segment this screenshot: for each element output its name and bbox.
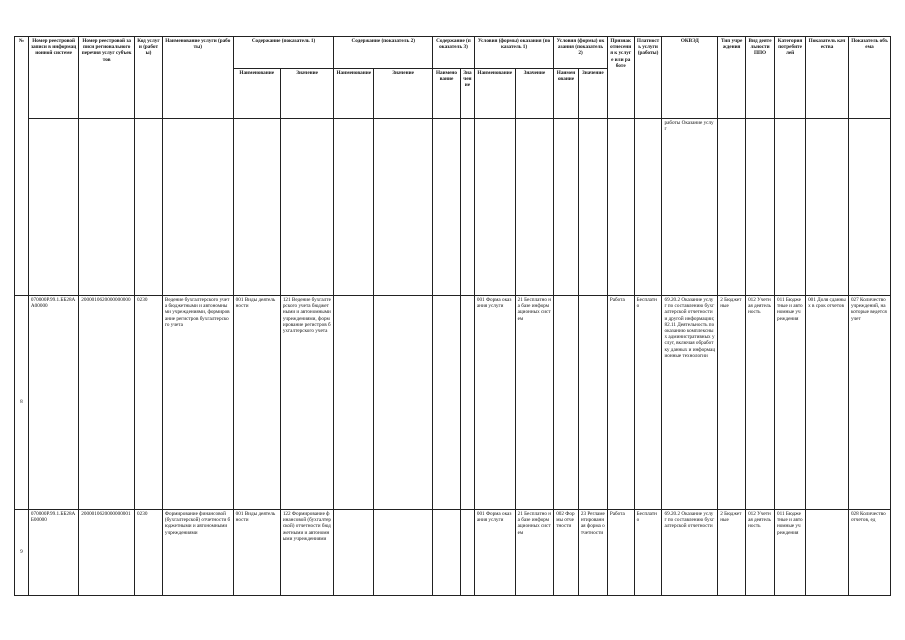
col-institution-type-header: Тип учреждения <box>718 37 746 119</box>
row-consumer-category: 011 Бюджетные и автономные учреждения <box>775 296 806 510</box>
row-cond2-name: 002 Формы отчетности <box>554 510 579 596</box>
header-row-1 <box>15 37 891 69</box>
cont-cell <box>775 119 806 296</box>
cond1-value-subheader: Значение <box>515 69 554 119</box>
table-row <box>15 510 891 596</box>
col-content2-header: Содержание (показатель 2) <box>334 37 433 69</box>
row-cond2-value: 23 Регламентированная форма отчетности <box>578 510 607 596</box>
row-activity-type: 012 Учетная деятельность <box>746 510 775 596</box>
col-service-code-header: Код услуги (работы) <box>135 37 163 119</box>
cont-cell <box>634 119 662 296</box>
cont-cell <box>162 119 233 296</box>
col-quality-indicators-header: Показатель качества <box>806 37 849 119</box>
cont-cell <box>460 119 474 296</box>
col-okved-header: ОКВЭД <box>662 37 718 119</box>
row-volume-indicators: 028 Количество отчетов, ед <box>848 510 890 596</box>
cont-cell <box>433 119 461 296</box>
row-content1-value: 121 Ведение бухгалтерского учета бюджетными и автономными учреждениями, формирование регистров бухгалтерского учета <box>280 296 334 510</box>
content1-name-subheader: Наименование <box>233 69 280 119</box>
cont-okved-tail: работы Оказание услуг <box>662 119 718 296</box>
cont-cell <box>848 119 890 296</box>
row-reg-number: 070000Р.99.1.ББ28АБ00000 <box>28 510 78 596</box>
row-service-attr: Работа <box>607 296 634 510</box>
content1-value-subheader: Значение <box>280 69 334 119</box>
cont-cell <box>718 119 746 296</box>
row-cond1-value: 21 Бесплатно на базе информационных систем <box>515 510 554 596</box>
row-institution-type: 2 Бюджетные <box>718 296 746 510</box>
content2-name-subheader: Наименование <box>334 69 374 119</box>
row-content3-name <box>433 296 461 510</box>
table-row <box>15 296 891 510</box>
row-region-reg-number: 2000010620000000001 <box>79 510 135 596</box>
continuation-row <box>15 119 891 296</box>
row-service-name: Ведение бухгалтерского учета бюджетными и автономными учреждениями, формирование регистров бухгалтерского учета <box>162 296 233 510</box>
services-register-table <box>14 36 891 596</box>
row-service-name: Формирование финансовой (бухгалтерской) отчетности бюджетными и автономными учреждениями <box>162 510 233 596</box>
row-okved: 69.20.2 Оказание услуг по составлению бухгалтерской отчетности и другой информации; 82.11 Деятельность по оказанию комплексных административных услуг, включая обработку данных и информационные технологии <box>662 296 718 510</box>
cont-cell <box>515 119 554 296</box>
row-region-reg-number: 2000010620000000000 <box>79 296 135 510</box>
row-activity-type: 012 Учетная деятельность <box>746 296 775 510</box>
cont-cell <box>280 119 334 296</box>
row-content2-value <box>374 510 433 596</box>
row-quality-indicators: 001 Доля сданных в срок отчетов <box>806 296 849 510</box>
row-quality-indicators <box>806 510 849 596</box>
row-no: 9 <box>15 510 29 596</box>
row-reg-number: 070000Р.99.1.ББ28АА00000 <box>28 296 78 510</box>
cont-cell <box>135 119 163 296</box>
cont-cell <box>374 119 433 296</box>
cont-cell <box>334 119 374 296</box>
col-content3-header: Содержание (показатель 3) <box>433 37 475 69</box>
row-content3-value <box>460 296 474 510</box>
row-content3-name <box>433 510 461 596</box>
row-consumer-category: 011 Бюджетные и автономные учреждения <box>775 510 806 596</box>
row-payment: Бесплатно <box>634 296 662 510</box>
row-content2-name <box>334 510 374 596</box>
row-service-code: 0230 <box>135 510 163 596</box>
row-payment: Бесплатно <box>634 510 662 596</box>
cont-cell <box>79 119 135 296</box>
row-volume-indicators: 027 Количество учреждений, на которые ведется учет <box>848 296 890 510</box>
cont-cell <box>746 119 775 296</box>
row-content2-value <box>374 296 433 510</box>
col-cond2-header: Условия (формы) оказания (показатель 2) <box>554 37 608 69</box>
col-reg-number-header: Номер реестровой записи в информационной системе <box>28 37 78 119</box>
cond2-name-subheader: Наименование <box>554 69 579 119</box>
row-content2-name <box>334 296 374 510</box>
row-cond1-name: 001 Форма оказания услуги <box>474 296 515 510</box>
row-cond1-value: 21 Бесплатно на базе информационных систем <box>515 296 554 510</box>
row-no: 8 <box>15 296 29 510</box>
col-volume-indicators-header: Показатель объема <box>848 37 890 119</box>
col-no-header: № <box>15 37 29 296</box>
cont-cell <box>806 119 849 296</box>
row-content3-value <box>460 510 474 596</box>
col-payment-header: Платность услуги (работы) <box>634 37 662 119</box>
cond1-name-subheader: Наименование <box>474 69 515 119</box>
content3-value-subheader: Значение <box>460 69 474 119</box>
row-okved: 69.20.2 Оказание услуг по составлению бухгалтерской отчетности <box>662 510 718 596</box>
cont-cell <box>28 119 78 296</box>
col-service-name-header: Наименование услуги (работы) <box>162 37 233 119</box>
row-service-attr: Работа <box>607 510 634 596</box>
register-sheet <box>14 36 891 595</box>
cond2-value-subheader: Значение <box>578 69 607 119</box>
col-service-attr-header: Признак отнесения к услуге или работе <box>607 37 634 119</box>
row-content1-value: 122 Формирование финансовой (бухгалтерской) отчетности бюджетными и автономными учреждениями <box>280 510 334 596</box>
content3-name-subheader: Наименование <box>433 69 461 119</box>
cont-cell <box>474 119 515 296</box>
cont-cell <box>233 119 280 296</box>
row-cond2-value <box>578 296 607 510</box>
col-region-reg-number-header: Номер реестровой записи регионального перечня услуг субъектов <box>79 37 135 119</box>
col-activity-type-header: Вид деятельности ППО <box>746 37 775 119</box>
cont-cell <box>554 119 579 296</box>
row-institution-type: 2 Бюджетные <box>718 510 746 596</box>
row-content1-name: 001 Виды деятельности <box>233 296 280 510</box>
col-consumer-category-header: Категория потребителей <box>775 37 806 119</box>
row-content1-name: 001 Виды деятельности <box>233 510 280 596</box>
content2-value-subheader: Значение <box>374 69 433 119</box>
row-cond2-name <box>554 296 579 510</box>
row-cond1-name: 001 Форма оказания услуги <box>474 510 515 596</box>
cont-cell <box>578 119 607 296</box>
row-service-code: 0230 <box>135 296 163 510</box>
col-cond1-header: Условия (формы) оказания (показатель 1) <box>474 37 553 69</box>
cont-cell <box>607 119 634 296</box>
col-content1-header: Содержание (показатель 1) <box>233 37 334 69</box>
